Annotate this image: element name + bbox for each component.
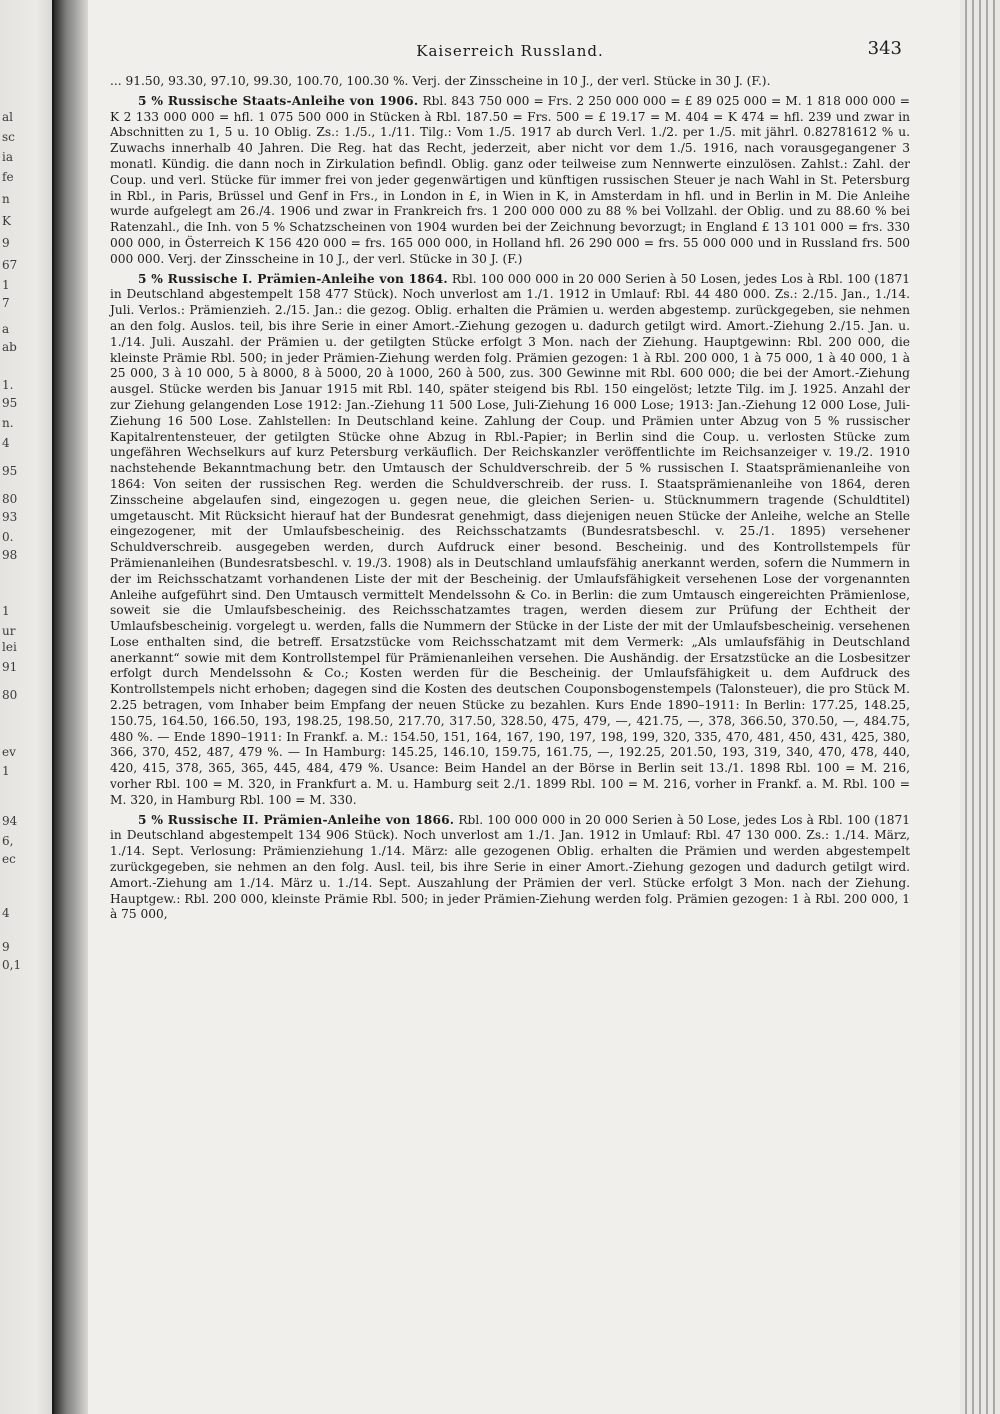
gutter-fragment: 4 <box>2 906 10 920</box>
entry-heading: 5 % Russische I. Prämien-Anleihe von 1864. <box>138 271 448 286</box>
entry-continuation <box>110 74 910 90</box>
gutter-fragment: lei <box>2 640 17 654</box>
gutter-fragment: 1 <box>2 604 10 618</box>
binding-shadow <box>54 0 88 1414</box>
book-page <box>110 38 910 1398</box>
page-edge-stack <box>960 0 1000 1414</box>
gutter-fragment: sc <box>2 130 15 144</box>
gutter-fragment: 91 <box>2 660 18 674</box>
gutter-fragment: K <box>2 214 11 228</box>
entry-heading: 5 % Russische II. Prämien-Anleihe von 1866. <box>138 812 455 827</box>
gutter-fragment: a <box>2 322 10 336</box>
page-title: Kaiserreich Russland. <box>416 42 604 60</box>
gutter-fragment: 9 <box>2 236 10 250</box>
gutter-fragment: 93 <box>2 510 18 524</box>
gutter-fragment: ia <box>2 150 13 164</box>
gutter-fragment: 4 <box>2 436 10 450</box>
page-number: 343 <box>867 38 902 59</box>
gutter-fragment: 6, <box>2 834 14 848</box>
gutter-fragment: 1 <box>2 764 10 778</box>
gutter-fragment: ec <box>2 852 16 866</box>
gutter-fragment: 1 <box>2 278 10 292</box>
gutter-fragment: ur <box>2 624 16 638</box>
gutter-fragment: ab <box>2 340 17 354</box>
gutter-fragment: fe <box>2 170 14 184</box>
gutter-fragment: 0,1 <box>2 958 22 972</box>
gutter-fragment: 94 <box>2 814 18 828</box>
entry-text: Rbl. 843 750 000 = Frs. 2 250 000 000 = £ 89 025 000 = M. 1 818 000 000 = K 2 133 000 000 = hfl. 1 075 500 000 in Stücken à Rbl. 187.50 = Frs. 500 = £ 19.17 = M. 404 = K 474 = hfl. 239 und zwar in Abschnitten zu 1, 5 u. 10 Oblig. Zs.: 1./5., 1./11. Tilg.: Vom 1./5. 1917 ab durch Verl. 1./2. per 1./5. mit jährl. 0.82781612 % u. Zuwachs innerhalb 40 Jahren. Die Reg. hat das Recht, jederzeit, aber nicht vor dem 1./5. 1916, nach vorausgegangener 3 monatl. Kündig. die dann noch in Zirkulation befindl. Oblig. ganz oder teilweise zum Nennwerte einzulösen. Zahlst.: Zahl. der Coup. und verl. Stücke für immer frei von jeder gegenwärtigen und künftigen russischen Steuer je nach Wahl in St. Petersburg in Rbl., in Paris, Brüssel und Genf in Frs., in London in £, in Wien in K, in Amsterdam in hfl. und in Berlin in M. Die Anleihe wurde aufgelegt am 26./4. 1906 und zwar in Frankreich frs. 1 200 000 000 zu 88 % bei Vollzahl. der Oblig. und zu 88.60 % bei Ratenzahl., die Inh. von 5 % Schatzscheinen von 1904 wurden bei der Zeichnung bevorzugt; in England £ 13 101 000 = frs. 330 000 000, in Österreich K 156 420 000 = frs. 165 000 000, in Holland hfl. 26 290 000 = frs. 55 000 000 und in Russland frs. 500 000 000. Verj. der Zinsscheine in 10 J., der verl. Stücke in 30 J. (F.) <box>110 93 910 266</box>
gutter-fragment: al <box>2 110 13 124</box>
gutter-fragment: 7 <box>2 296 10 310</box>
entry-text: ... 91.50, 93.30, 97.10, 99.30, 100.70, 100.30 %. Verj. der Zinsscheine in 10 J., der verl. Stücke in 30 J. (F.). <box>110 74 771 88</box>
gutter-fragment: 1. <box>2 378 14 392</box>
gutter-fragment: 0. <box>2 530 14 544</box>
entry-praemien-anleihe-1866 <box>110 813 910 924</box>
entry-praemien-anleihe-1864 <box>110 272 910 809</box>
entry-heading: 5 % Russische Staats-Anleihe von 1906. <box>138 93 419 108</box>
gutter-fragment: 95 <box>2 464 18 478</box>
gutter-fragment: n. <box>2 416 14 430</box>
gutter-fragment: 98 <box>2 548 18 562</box>
gutter-fragment: 95 <box>2 396 18 410</box>
entry-staats-anleihe-1906 <box>110 94 910 268</box>
running-head <box>110 38 910 74</box>
gutter-fragment: 80 <box>2 492 18 506</box>
gutter-fragment: 9 <box>2 940 10 954</box>
entry-text: Rbl. 100 000 000 in 20 000 Serien à 50 Losen, jedes Los à Rbl. 100 (1871 in Deutschland abgestempelt 158 477 Stück). Noch unverlost am 1./1. 1912 in Umlauf: Rbl. 44 480 000. Zs.: 2./15. Jan., 1./14. Juli. Verlos.: Prämienzieh. 2./15. Jan.: die gezog. Oblig. erhalten die Prämien u. werden abgestemp. zurückgegeben, sie nehmen an den folg. Auslos. teil, bis ihre Serie in einer Amort.-Ziehung gezogen u. dadurch getilgt wird. Amort.-Ziehung 2./15. Jan. u. 1./14. Juli. Auszahl. der Prämien u. der getilgten Stücke erfolgt 3 Mon. nach der Ziehung. Hauptgewinn: Rbl. 200 000, die kleinste Prämie Rbl. 500; in jeder Prämien-Ziehung werden folg. Prämien gezogen: 1 à Rbl. 200 000, 1 à 75 000, 1 à 40 000, 1 à 25 000, 3 à 10 000, 5 à 8000, 8 à 5000, 20 à 1000, 260 à 500, zus. 300 Gewinne mit Rbl. 600 000; die bei der Amort.-Ziehung ausgel. Stücke werden bis Januar 1915 mit Rbl. 140, später steigend bis Rbl. 150 eingelöst; letzte Tilg. im J. 1925. Anzahl der zur Ziehung gelangenden Lose 1912: Jan.-Ziehung 11 500 Lose, Juli-Ziehung 16 000 Lose; 1913: Jan.-Ziehung 12 000 Lose, Juli-Ziehung 16 500 Lose. Zahlstellen: In Deutschland keine. Zahlung der Coup. und Prämien unter Abzug von 5 % russischer Kapitalrentensteuer, der getilgten Stücke ohne Abzug in Rbl.-Papier; in Berlin sind die Coup. u. verlosten Stücke zum ungefähren Wechselkurs auf kurz Petersburg verkäuflich. Der Reichskanzler veröffentlichte im Reichsanzeiger v. 19./2. 1910 nachstehende Bekanntmachung betr. den Umtausch der Schuldverschreib. der 5 % russischen I. Staatsprämienanleihe von 1864: Von seiten der russischen Reg. werden die Schuldverschreib. der russ. I. Staatsprämienanleihe von 1864, deren Zinsscheine abgelaufen sind, eingezogen u. gegen neue, die gleichen Serien- u. Stücknummern tragende (Schuldtitel) umgetauscht. Mit Rücksicht hierauf hat der Bundesrat genehmigt, dass diejenigen neuen Stücke der Anleihe, welche an Stelle eingezogener, mit der Umlaufsbescheinig. des Reichsschatzamts (Bundesratsbeschl. v. 25./1. 1895) versehener Schuldverschreib. ausgegeben werden, durch Aufdruck einer besond. Bescheinig. und des Kontrollstempels für Prämienanleihen (Bundesratsbeschl. v. 19./3. 1908) als in Deutschland umlaufsfähig anerkannt werden, sofern die Nummern in der im Reichsschatzamt vorhandenen Liste der mit der Bescheinig. der Umlaufsfähigkeit versehenen Lose der vorgenannten Anleihe aufgeführt sind. Den Umtausch vermittelt Mendelssohn & Co. in Berlin: die zum Umtausch eingereichten Prämienlose, soweit sie die Umlaufsbescheinig. des Reichsschatzamtes tragen, werden diesem zur Prüfung der Echtheit der Umlaufsbescheinig. vorgelegt u. werden, falls die Nummern der Stücke in der Liste der mit der Umlaufsbescheinig. versehenen Lose enthalten sind, die betreff. Ersatzstücke vom Reichsschatzamt mit dem Vermerk: „Als umlaufsfähig in Deutschland anerkannt“ sowie mit dem Kontrollstempel für Prämienanleihen versehen. Die Aushändig. der Ersatzstücke an die Losbesitzer erfolgt durch Mendelssohn & Co.; Kosten werden für die Bescheinig. der Umlaufsfähigkeit u. dem Aufdruck des Kontrollstempels nicht erhoben; dagegen sind die Kosten des deutschen Couponsbogenstempels (Talonsteuer), die pro Stück M. 2.25 betragen, vom Inhaber beim Empfang der neuen Stücke zu bezahlen. Kurs Ende 1890–1911: In Berlin: 177.25, 148.25, 150.75, 164.50, 166.50, 193, 198.25, 198.50, 217.70, 317.50, 328.50, 475, 479, —, 421.75, —, 378, 366.50, 370.50, —, 484.75, 480 %. — Ende 1890–1911: In Frankf. a. M.: 154.50, 151, 164, 167, 190, 197, 198, 199, 320, 335, 470, 481, 450, 431, 425, 380, 366, 370, 452, 487, 479 %. — In Hamburg: 145.25, 146.10, 159.75, 161.75, —, 192.25, 201.50, 193, 319, 340, 470, 478, 440, 420, 415, 378, 365, 365, 445, 484, 479 %. Usance: Beim Handel an der Börse in Berlin seit 13./1. 1898 Rbl. 100 = M. 216, vorher Rbl. 100 = M. 320, in Frankfurt a. M. u. Hamburg seit 2./1. 1899 Rbl. 100 = M. 216, vorher in Frankf. a. M. Rbl. 100 = M. 320, in Hamburg Rbl. 100 = M. 330. <box>110 271 910 807</box>
gutter-fragment: 67 <box>2 258 18 272</box>
entry-text: Rbl. 100 000 000 in 20 000 Serien à 50 Lose, jedes Los à Rbl. 100 (1871 in Deutschland abgestempelt 134 906 Stück). Noch unverlost am 1./1. Jan. 1912 in Umlauf: Rbl. 47 130 000. Zs.: 1./14. März, 1./14. Sept. Verlosung: Prämienziehung 1./14. März: alle gezogenen Oblig. erhalten die Prämien und werden abgestempelt zurückgegeben, sie nehmen an den folg. Ausl. teil, bis ihre Serie in einer Amort.-Ziehung gezogen und dadurch getilgt wird. Amort.-Ziehung am 1./14. März u. 1./14. Sept. Auszahlung der Prämien der verl. Stücke erfolgt 3 Mon. nach der Ziehung. Hauptgew.: Rbl. 200 000, kleinste Prämie Rbl. 500; in jeder Prämien-Ziehung werden folg. Prämien gezogen: 1 à Rbl. 200 000, 1 à 75 000, <box>110 812 910 922</box>
gutter-fragment: 80 <box>2 688 18 702</box>
gutter-fragment: n <box>2 192 10 206</box>
gutter-fragment: ev <box>2 745 16 759</box>
left-page-gutter <box>0 0 54 1414</box>
